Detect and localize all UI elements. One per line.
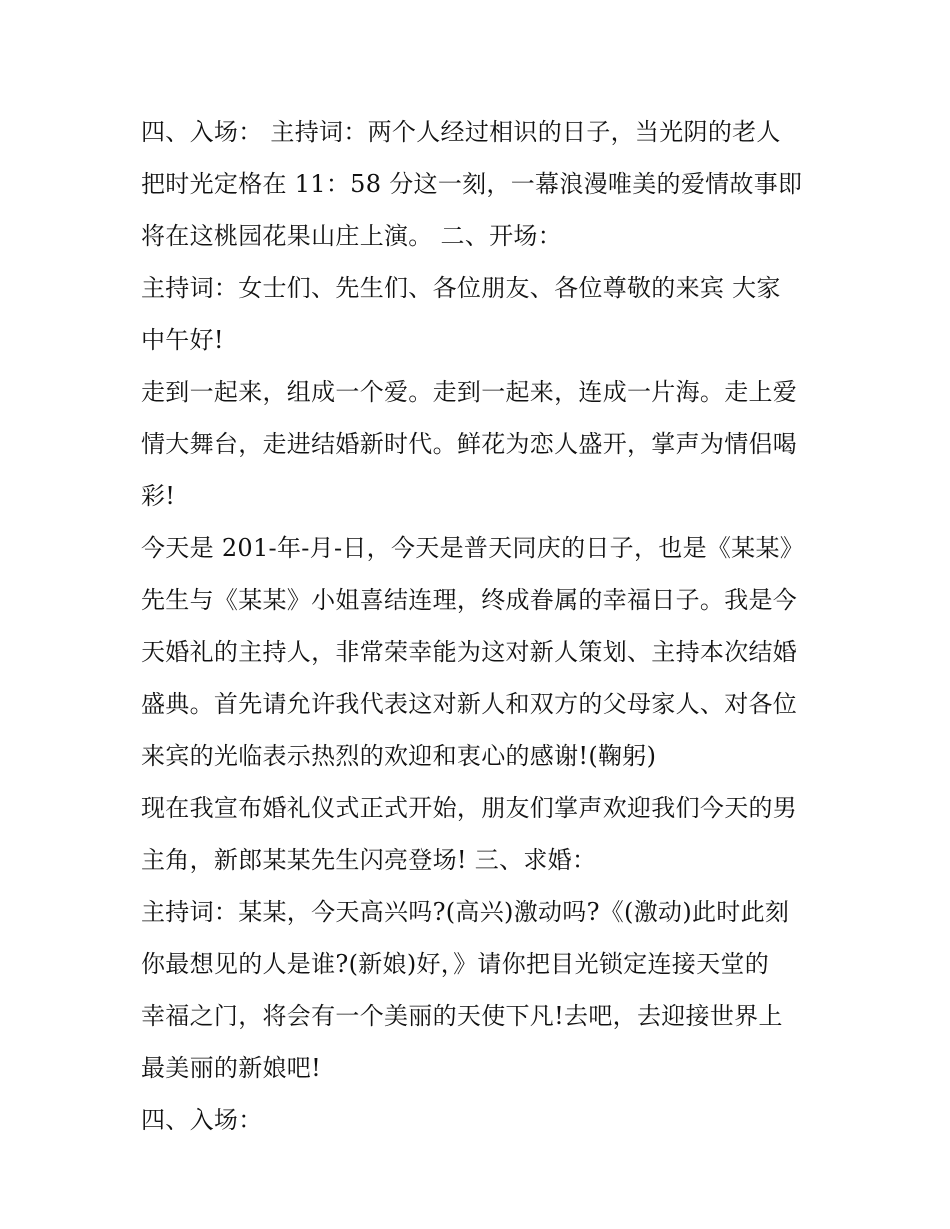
- text-line: 你最想见的人是谁?(新娘)好，》请你把目光锁定连接天堂的: [141, 950, 769, 978]
- text-line: 来宾的光临表示热烈的欢迎和衷心的感谢!(鞠躬): [141, 742, 657, 770]
- text-line: 盛典。首先请允许我代表这对新人和双方的父母家人、对各位: [141, 690, 798, 718]
- text-line: 四、入场： 主持词：两个人经过相识的日子，当光阴的老人: [141, 118, 781, 146]
- text-line: 四、入场：: [141, 1106, 263, 1134]
- text-line: 主持词：女士们、先生们、各位朋友、各位尊敬的来宾 大家: [141, 274, 781, 302]
- text-line: 天婚礼的主持人，非常荣幸能为这对新人策划、主持本次结婚: [141, 638, 798, 666]
- text-line: 幸福之门，将会有一个美丽的天使下凡!去吧，去迎接世界上: [141, 1002, 783, 1030]
- document-body: [141, 106, 813, 1146]
- text-line: 走到一起来，组成一个爱。走到一起来，连成一片海。走上爱: [141, 378, 798, 406]
- text-line: 主持词：某某，今天高兴吗?(高兴)激动吗?《(激动)此时此刻: [141, 898, 790, 926]
- text-line: 中午好!: [141, 326, 224, 354]
- text-line: 把时光定格在 11：58 分这一刻，一幕浪漫唯美的爱情故事即: [141, 170, 803, 198]
- text-line: 将在这桃园花果山庄上演。 二、开场：: [141, 222, 563, 250]
- text-line: 现在我宣布婚礼仪式正式开始，朋友们掌声欢迎我们今天的男: [141, 794, 798, 822]
- text-line: 今天是 201-年-月-日，今天是普天同庆的日子，也是《某某》: [141, 534, 805, 562]
- text-line: 主角，新郎某某先生闪亮登场! 三、求婚：: [141, 846, 597, 874]
- text-line: 先生与《某某》小姐喜结连理，终成眷属的幸福日子。我是今: [141, 586, 798, 614]
- text-line: 情大舞台，走进结婚新时代。鲜花为恋人盛开，掌声为情侣喝: [141, 430, 798, 458]
- text-line: 最美丽的新娘吧!: [141, 1054, 322, 1082]
- text-line: 彩!: [141, 482, 176, 510]
